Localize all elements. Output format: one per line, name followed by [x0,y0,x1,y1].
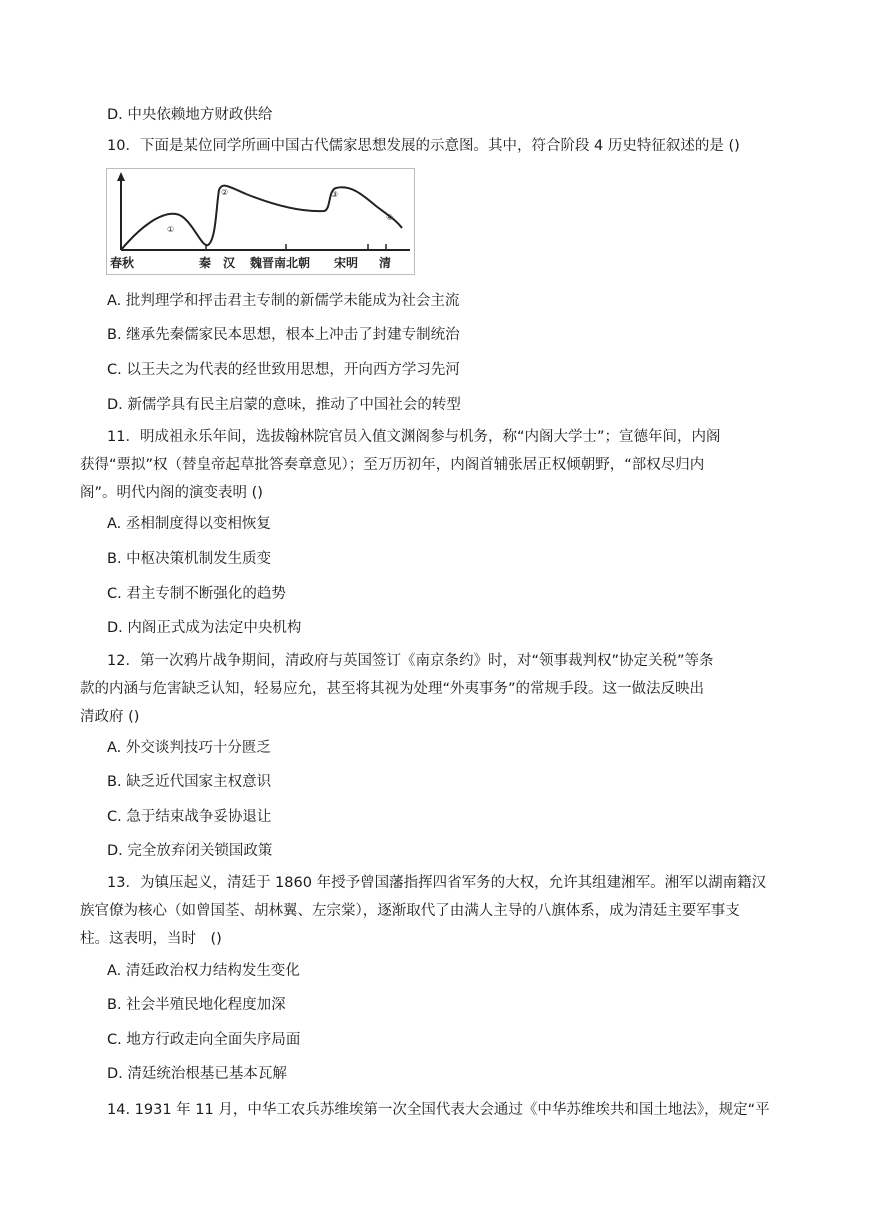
q13-stem-line-2: 族官僚为核心（如曾国荃、胡林翼、左宗棠），逐渐取代了由满人主导的八旗体系，成为清廷主要军事支 [80,903,740,919]
x-label-weijin-nanbeichao: 魏晋南北朝 [250,256,311,270]
q11-option-a: A. 丞相制度得以变相恢复 [107,516,271,532]
q13-stem-line-3: 柱。这表明，当时 () [80,931,222,947]
q12-option-d: D. 完全放弃闭关锁国政策 [107,843,273,859]
q12-stem-line-1: 12．第一次鸦片战争期间，清政府与英国签订《南京条约》时，对“领事裁判权”协定关税”等条 [107,653,714,669]
q12-option-b: B. 缺乏近代国家主权意识 [107,774,272,790]
q11-option-b: B. 中枢决策机制发生质变 [107,551,272,567]
q10-option-a: A. 批判理学和抨击君主专制的新儒学未能成为社会主流 [107,293,460,309]
q12-stem-line-2: 款的内涵与危害缺乏认知，轻易应允，甚至将其视为处理“外夷事务”的常规手段。这一做法反映出 [80,681,705,697]
q14-stem: 14. 1931 年 11 月，中华工农兵苏维埃第一次全国代表大会通过《中华苏维埃共和国土地法》，规定“平 [107,1102,770,1118]
q10-option-b: B. 继承先秦儒家民本思想，根本上冲击了封建专制统治 [107,327,460,343]
q13-stem-line-1: 13．为镇压起义，清廷于 1860 年授予曾国藩指挥四省军务的大权，允许其组建湘军。湘军以湖南籍汉 [107,875,767,891]
q12-option-c: C. 急于结束战争妥协退让 [107,809,272,825]
q11-stem-line-3: 阁”。明代内阁的演变表明 () [80,485,263,501]
q13-option-c: C. 地方行政走向全面失序局面 [107,1032,301,1048]
x-label-han: 汉 [223,256,236,270]
q11-stem-line-1: 11．明成祖永乐年间，选拔翰林院官员入值文渊阁参与机务，称“内阁大学士”；宣德年间，内阁 [107,429,721,445]
q13-option-b: B. 社会半殖民地化程度加深 [107,997,286,1013]
q13-option-d: D. 清廷统治根基已基本瓦解 [107,1066,287,1082]
q10-stem: 10．下面是某位同学所画中国古代儒家思想发展的示意图。其中，符合阶段 4 历史特征叙述的是 () [107,138,740,154]
q10-option-d: D. 新儒学具有民主启蒙的意味，推动了中国社会的转型 [107,397,461,413]
q12-stem-line-3: 清政府 () [80,709,140,725]
stage-marker-4: ④ [386,213,394,222]
x-label-chunqiu: 春秋 [110,256,135,270]
confucianism-development-diagram [106,168,415,275]
x-label-qing: 清 [379,256,392,270]
q11-stem-line-2: 获得“票拟”权（替皇帝起草批答奏章意见）；至万历初年，内阁首辅张居正权倾朝野，“部权尽归内 [80,457,705,473]
stage-marker-3: ③ [331,190,339,199]
q12-option-a: A. 外交谈判技巧十分匮乏 [107,740,271,756]
stage-marker-1: ① [167,225,175,234]
q11-option-c: C. 君主专制不断强化的趋势 [107,586,286,602]
x-label-songming: 宋明 [334,256,359,270]
q9-option-d: D. 中央依赖地方财政供给 [107,107,273,123]
x-label-qin: 秦 [199,256,212,270]
q11-option-d: D. 内阁正式成为法定中央机构 [107,620,302,636]
q13-option-a: A. 清廷政治权力结构发生变化 [107,963,300,979]
stage-marker-2: ② [221,188,229,197]
q10-option-c: C. 以王夫之为代表的经世致用思想，开向西方学习先河 [107,362,460,378]
